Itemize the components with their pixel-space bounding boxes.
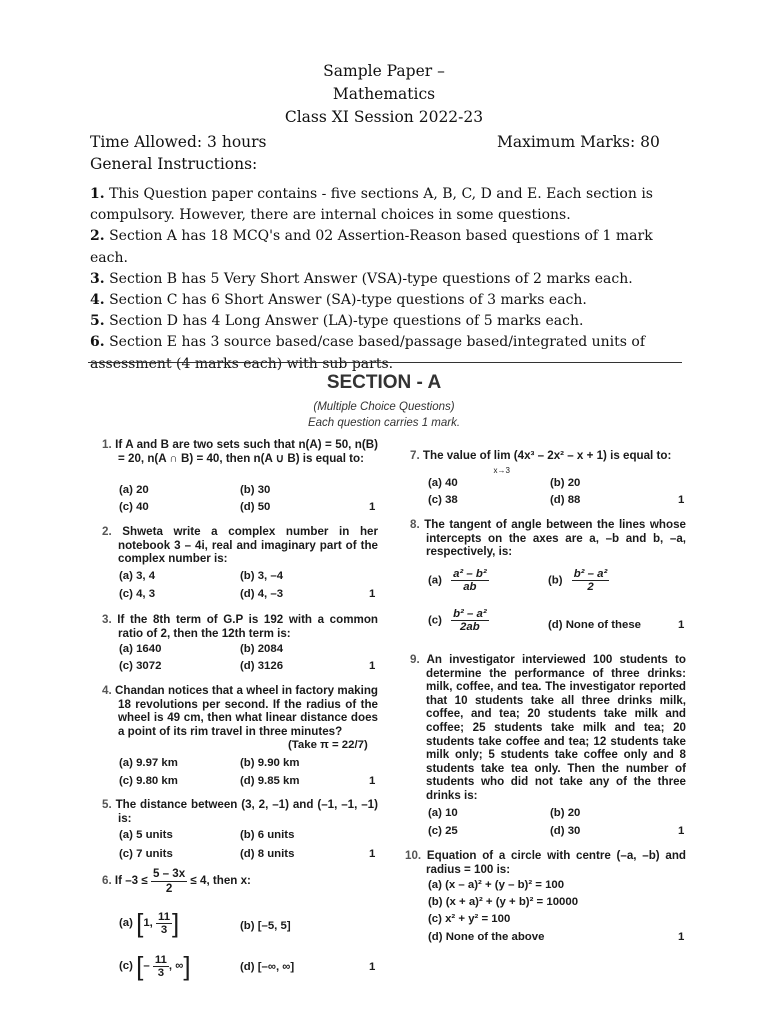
instruction-item: 2. Section A has 18 MCQ's and 02 Assertion-Reason based questions of 1 mark each. [90, 228, 653, 266]
option-d: (d) 8 units [240, 848, 295, 860]
option-b: (b) 30 [240, 484, 271, 496]
option-d: (d) None of the above [428, 931, 545, 943]
question-1: 1. If A and B are two sets such that n(A) = 50, n(B) = 20, n(A ∩ B) = 40, then n(A ∪ B) is equal to: [102, 438, 378, 465]
option-b: (b) 2084 [240, 643, 284, 655]
maximum-marks: Maximum Marks: 80 [497, 133, 660, 151]
option-a: (a) 40 [428, 477, 458, 489]
marks: 1 [369, 588, 376, 600]
option-c: (c) 7 units [119, 848, 173, 860]
pi-hint: (Take π = 22/7) [288, 739, 368, 751]
question-2: 2. Shweta write a complex number in her notebook 3 – 4i, real and imaginary part of the complex number is: [102, 525, 378, 566]
option-d: (d) 9.85 km [240, 775, 300, 787]
instruction-item: 5. Section D has 4 Long Answer (LA)-type questions of 5 marks each. [90, 313, 584, 330]
marks: 1 [369, 848, 376, 860]
option-b: (b) 9.90 km [240, 757, 300, 769]
question-6: 6. If –3 ≤ $\frac{5 - 3x}{2}$ ≤ 4, then x: [102, 867, 251, 895]
option-c: (c) [– $\frac{11}{3}$ , ∞] [119, 951, 191, 981]
section-note: Each question carries 1 mark. [307, 417, 461, 429]
marks: 1 [678, 931, 685, 943]
question-5: 5. The distance between (3, 2, –1) and (–1, –1, –1) is: [102, 798, 378, 825]
option-c: (c) 3072 [119, 660, 162, 672]
option-b: (b) $\frac{\text{b² – a²}}{2}$ [548, 568, 608, 593]
divider [88, 362, 682, 363]
general-instructions-heading: General Instructions: [90, 155, 258, 173]
option-b: (b) 3, –4 [240, 570, 284, 582]
question-10: 10. Equation of a circle with centre (–a, –b) and radius = 100 is: [405, 849, 686, 876]
section-subtitle: (Multiple Choice Questions) [313, 401, 455, 413]
paper-title: Sample Paper – [323, 62, 445, 80]
marks: 1 [678, 494, 685, 506]
option-c: (c) 25 [428, 825, 458, 837]
option-c: (c) 40 [119, 501, 149, 513]
option-c: (c) x² + y² = 100 [428, 913, 511, 925]
option-a: (a) (x – a)² + (y – b)² = 100 [428, 879, 565, 891]
option-a: (a) 1640 [119, 643, 162, 655]
question-9: 9. An investigator interviewed 100 students to determine the performance of three drinks: milk, coffee, and tea. The investigator reported that 10 students take all three drinks milk, coffee, and tea; 20 students take milk and coffee; 25 students take milk and tea; 20 students take coffee and tea; 12 students take milk only; 5 students take coffee only and 8 students take tea only. Then the number of students who did not take any of the three drinks is: [410, 653, 686, 802]
time-allowed: Time Allowed: 3 hours [90, 133, 267, 151]
question-3: 3. If the 8th term of G.P is 192 with a common ratio of 2, then the 12th term is: [102, 613, 378, 640]
option-b: (b) [–5, 5] [240, 920, 291, 932]
subject-title: Mathematics [332, 85, 436, 103]
option-d: (d) 50 [240, 501, 271, 513]
marks: 1 [369, 961, 376, 973]
marks: 1 [369, 775, 376, 787]
option-b: (b) 6 units [240, 829, 295, 841]
option-a: (a) 9.97 km [119, 757, 178, 769]
option-d: (d) 30 [550, 825, 581, 837]
option-d: (d) None of these [548, 619, 642, 631]
option-d: (d) 4, –3 [240, 588, 284, 600]
option-b: (b) 20 [550, 477, 581, 489]
option-d: (d) 88 [550, 494, 581, 506]
option-c: (c) $\frac{\text{b² – a²}}{2ab}$ [428, 608, 487, 633]
option-d: (d) 3126 [240, 660, 284, 672]
marks: 1 [678, 619, 685, 631]
fraction: $\frac{5 - 3x}{2}$ [152, 867, 186, 895]
marks: 1 [369, 501, 376, 513]
instruction-item: 3. Section B has 5 Very Short Answer (VSA)-type questions of 2 marks each. [90, 270, 633, 287]
class-session: Class XI Session 2022-23 [284, 108, 484, 126]
instruction-item: 4. Section C has 6 Short Answer (SA)-type questions of 3 marks each. [90, 292, 587, 309]
question-7: 7. The value of lim x→3 (4x³ – 2x² – x + 1) is equal to: [410, 449, 672, 475]
marks: 1 [678, 825, 685, 837]
question-8: 8. The tangent of angle between the lines whose intercepts on the axes are a, –b and b, –a, respectively, is: [410, 518, 686, 559]
option-a: (a) [1, $\frac{11}{3}$ ] [119, 908, 180, 938]
option-b: (b) 20 [550, 807, 581, 819]
option-c: (c) 38 [428, 494, 458, 506]
marks: 1 [369, 660, 376, 672]
instruction-item: 1. This Question paper contains - five sections A, B, C, D and E. Each section is compulsory. However, there are internal choices in some questions. [90, 186, 653, 224]
question-4: 4. Chandan notices that a wheel in factory making 18 revolutions per second. If the radius of the wheel is 49 cm, then what linear distance does a point of its rim travel in three minutes? [102, 684, 378, 738]
option-d: (d) [–∞, ∞] [240, 961, 295, 973]
option-a: (a) 3, 4 [119, 570, 156, 582]
option-a: (a) $\frac{\text{a² – b²}}{ab}$ [428, 568, 487, 593]
option-b: (b) (x + a)² + (y + b)² = 10000 [428, 896, 579, 908]
instruction-item: 6. Section E has 3 source based/case based/passage based/integrated units of assessment (4 marks each) with sub parts. [90, 334, 646, 372]
section-title: SECTION - A [326, 372, 442, 393]
option-a: (a) 20 [119, 484, 149, 496]
option-a: (a) 10 [428, 807, 458, 819]
option-c: (c) 9.80 km [119, 775, 178, 787]
option-a: (a) 5 units [119, 829, 173, 841]
instructions-list [90, 184, 680, 375]
option-c: (c) 4, 3 [119, 588, 156, 600]
